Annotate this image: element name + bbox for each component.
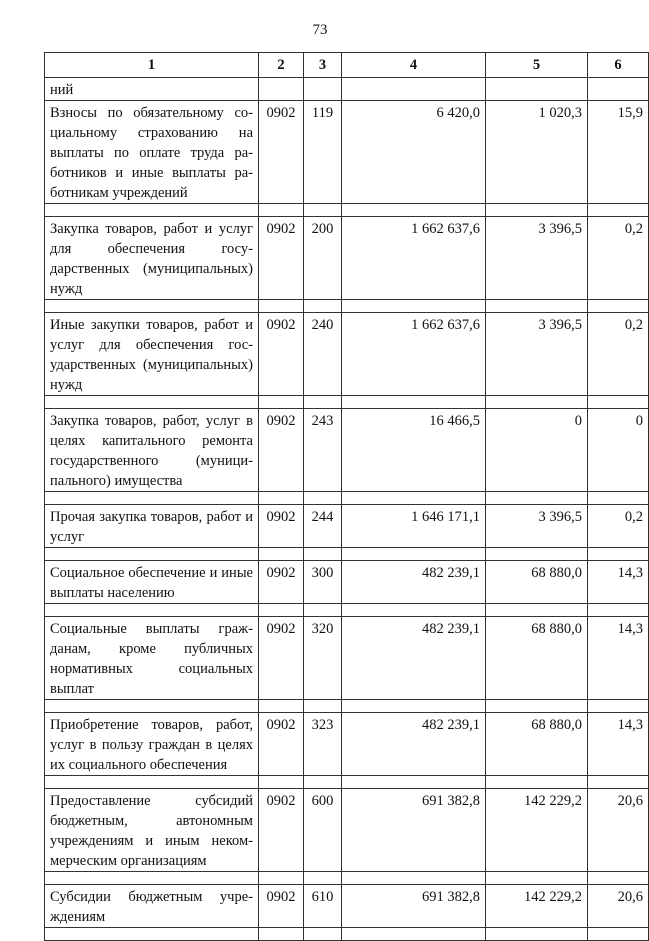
row-spacer xyxy=(45,300,649,313)
column-header-1: 1 xyxy=(45,53,259,78)
row-section-code: 0902 xyxy=(259,885,304,928)
row-section-code: 0902 xyxy=(259,713,304,776)
row-expense-type-code: 300 xyxy=(304,561,342,604)
row-actual-amount: 68 880,0 xyxy=(486,617,588,700)
row-planned-amount: 16 466,5 xyxy=(342,409,486,492)
row-percent: 0,2 xyxy=(588,313,649,396)
row-percent: 14,3 xyxy=(588,561,649,604)
column-header-2: 2 xyxy=(259,53,304,78)
row-section-code: 0902 xyxy=(259,313,304,396)
table-row xyxy=(45,505,649,548)
row-section-code: 0902 xyxy=(259,409,304,492)
row-percent: 14,3 xyxy=(588,713,649,776)
row-actual-amount: 142 229,2 xyxy=(486,885,588,928)
table-row xyxy=(45,885,649,928)
row-spacer xyxy=(45,776,649,789)
row-spacer xyxy=(45,204,649,217)
row-spacer xyxy=(45,396,649,409)
row-planned-amount: 1 662 637,6 xyxy=(342,313,486,396)
row-description: Закупка товаров, работ, услуг в целях капитального ремонта государственного (муниципального) имущества xyxy=(45,409,259,492)
row-description: Приобретение товаров, работ, услуг в пользу граждан в целях их социального обеспечения xyxy=(45,713,259,776)
row-section-code: 0902 xyxy=(259,505,304,548)
row-section-code: 0902 xyxy=(259,101,304,204)
row-planned-amount: 691 382,8 xyxy=(342,789,486,872)
row-actual-amount: 3 396,5 xyxy=(486,505,588,548)
table-row xyxy=(45,217,649,300)
row-description: Закупка товаров, работ и услуг для обеспечения государственных (муниципальных) нужд xyxy=(45,217,259,300)
table-row xyxy=(45,101,649,204)
row-planned-amount: 691 382,8 xyxy=(342,885,486,928)
row-actual-amount: 1 020,3 xyxy=(486,101,588,204)
row-description: Субсидии бюджетным учреждениям xyxy=(45,885,259,928)
row-expense-type-code: 320 xyxy=(304,617,342,700)
row-expense-type-code: 323 xyxy=(304,713,342,776)
row-expense-type-code: 610 xyxy=(304,885,342,928)
row-actual-amount: 3 396,5 xyxy=(486,313,588,396)
row-expense-type-code: 200 xyxy=(304,217,342,300)
row-section-code: 0902 xyxy=(259,617,304,700)
row-spacer xyxy=(45,604,649,617)
row-percent: 15,9 xyxy=(588,101,649,204)
continuation-text: ний xyxy=(45,78,259,101)
table-header-row xyxy=(45,53,649,78)
table-row xyxy=(45,617,649,700)
row-percent: 0,2 xyxy=(588,217,649,300)
table-row xyxy=(45,713,649,776)
row-section-code: 0902 xyxy=(259,561,304,604)
row-description: Социальные выплаты гражданам, кроме публичных нормативных социальных выплат xyxy=(45,617,259,700)
column-header-6: 6 xyxy=(588,53,649,78)
table-row xyxy=(45,789,649,872)
row-planned-amount: 1 662 637,6 xyxy=(342,217,486,300)
row-expense-type-code: 240 xyxy=(304,313,342,396)
row-section-code: 0902 xyxy=(259,789,304,872)
row-actual-amount: 68 880,0 xyxy=(486,561,588,604)
column-header-5: 5 xyxy=(486,53,588,78)
row-description: Взносы по обязательному социальному страхованию на выплаты по оплате труда работников и иные выплаты работникам учреждений xyxy=(45,101,259,204)
table-row xyxy=(45,561,649,604)
row-section-code: 0902 xyxy=(259,217,304,300)
row-percent: 20,6 xyxy=(588,885,649,928)
row-spacer xyxy=(45,492,649,505)
row-planned-amount: 482 239,1 xyxy=(342,713,486,776)
row-description: Социальное обеспечение и иные выплаты населению xyxy=(45,561,259,604)
row-planned-amount: 482 239,1 xyxy=(342,561,486,604)
row-percent: 14,3 xyxy=(588,617,649,700)
row-description: Иные закупки товаров, работ и услуг для обеспечения государственных (муниципальных) нужд xyxy=(45,313,259,396)
continuation-row xyxy=(45,78,649,101)
row-expense-type-code: 119 xyxy=(304,101,342,204)
table-row xyxy=(45,313,649,396)
row-spacer xyxy=(45,700,649,713)
row-planned-amount: 1 646 171,1 xyxy=(342,505,486,548)
row-spacer xyxy=(45,928,649,941)
row-planned-amount: 6 420,0 xyxy=(342,101,486,204)
row-actual-amount: 3 396,5 xyxy=(486,217,588,300)
row-expense-type-code: 244 xyxy=(304,505,342,548)
table-row xyxy=(45,409,649,492)
row-description: Прочая закупка товаров, работ и услуг xyxy=(45,505,259,548)
row-actual-amount: 68 880,0 xyxy=(486,713,588,776)
column-header-3: 3 xyxy=(304,53,342,78)
row-actual-amount: 142 229,2 xyxy=(486,789,588,872)
row-description: Предоставление субсидий бюджетным, автономным учреждениям и иным некоммерческим организациям xyxy=(45,789,259,872)
column-header-4: 4 xyxy=(342,53,486,78)
row-planned-amount: 482 239,1 xyxy=(342,617,486,700)
table-body xyxy=(45,78,649,941)
row-expense-type-code: 243 xyxy=(304,409,342,492)
row-spacer xyxy=(45,548,649,561)
row-expense-type-code: 600 xyxy=(304,789,342,872)
row-actual-amount: 0 xyxy=(486,409,588,492)
row-percent: 0 xyxy=(588,409,649,492)
budget-table xyxy=(44,52,649,941)
page-number: 73 xyxy=(312,22,328,38)
row-spacer xyxy=(45,872,649,885)
row-percent: 0,2 xyxy=(588,505,649,548)
row-percent: 20,6 xyxy=(588,789,649,872)
